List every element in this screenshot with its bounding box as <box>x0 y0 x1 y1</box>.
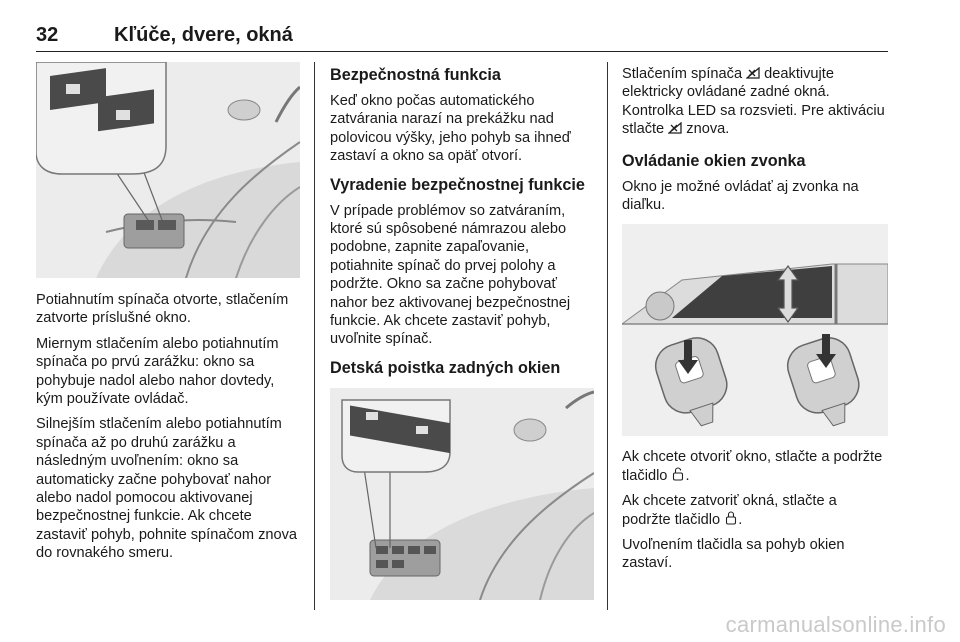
page-title: Kľúče, dvere, okná <box>114 24 293 46</box>
paragraph-text: Ak chcete zatvoriť okná, stlačte a podržte tlačidlo <box>622 493 837 528</box>
child-lock-switch-illustration <box>330 388 594 600</box>
column-left <box>36 62 300 563</box>
paragraph-text: deaktivujte elektricky ovládané zadné okná. Kontrolka LED sa rozsvieti. Pre aktiváciu stlačte <box>622 66 885 138</box>
paragraph <box>622 492 888 529</box>
section-heading: Ovládanie okien zvonka <box>622 151 806 170</box>
child-lock-window-icon <box>668 122 682 134</box>
paragraph: V prípade problémov so zatváraním, ktoré sú spôsobené námrazou alebo podobne, zapnite zapaľovanie, potiahnite spínač do prvej polohy a podržte. Okno sa začne pohybovať nahor bez aktivovanej bezpečnostnej funkcie. Ak chcete zastaviť pohyb, uvoľnite spínač. <box>330 202 571 348</box>
page-number: 32 <box>36 24 59 46</box>
watermark: carmanualsonline.info <box>725 612 946 637</box>
paragraph-text: . <box>738 511 743 528</box>
paragraph <box>622 448 888 485</box>
child-lock-window-icon <box>746 67 760 79</box>
column-right <box>622 62 888 573</box>
page-header <box>36 22 888 52</box>
lock-padlock-icon <box>724 511 738 525</box>
column-divider <box>607 62 608 610</box>
window-switch-illustration <box>36 62 300 278</box>
paragraph-text: . <box>685 467 690 484</box>
paragraph-text: Stlačením spínača <box>622 66 747 82</box>
paragraph-text: Ak chcete otvoriť okno, stlačte a podržte tlačidlo <box>622 449 883 484</box>
section-heading: Bezpečnostná funkcia <box>330 66 501 84</box>
paragraph <box>622 65 888 139</box>
paragraph: Uvoľnením tlačidla sa pohyb okien zastaví. <box>622 537 845 572</box>
paragraph: Silnejším stlačením alebo potiahnutím spínača až po druhú zarážku a následným uvoľnením: okno sa automaticky začne pohybovať nahor alebo nadol pomocou aktivovanej bezpečnostnej funkcie. Ak chcete zastaviť pohyb, pohnite spínačom znova do rovnakého smeru. <box>36 416 298 562</box>
remote-window-control-illustration <box>622 224 888 436</box>
paragraph: Okno je možné ovládať aj zvonka na diaľku. <box>622 178 859 214</box>
unlock-padlock-icon <box>671 467 685 481</box>
section-heading: Vyradenie bezpečnostnej funkcie <box>330 175 585 194</box>
paragraph: Miernym stlačením alebo potiahnutím spínača po prvú zarážku: okno sa pohybuje nadol alebo nahor dovtedy, kým používate ovládač. <box>36 335 279 408</box>
paragraph: Potiahnutím spínača otvorte, stlačením zatvorte príslušné okno. <box>36 292 289 327</box>
section-heading: Detská poistka zadných okien <box>330 358 561 377</box>
column-divider <box>314 62 315 610</box>
paragraph-text: znova. <box>682 121 730 138</box>
column-middle <box>330 62 594 600</box>
paragraph: Keď okno počas automatického zatvárania narazí na prekážku nad polovicou výšky, jeho pohyb sa ihneď zastaví a okno sa opäť otvorí. <box>330 93 571 165</box>
